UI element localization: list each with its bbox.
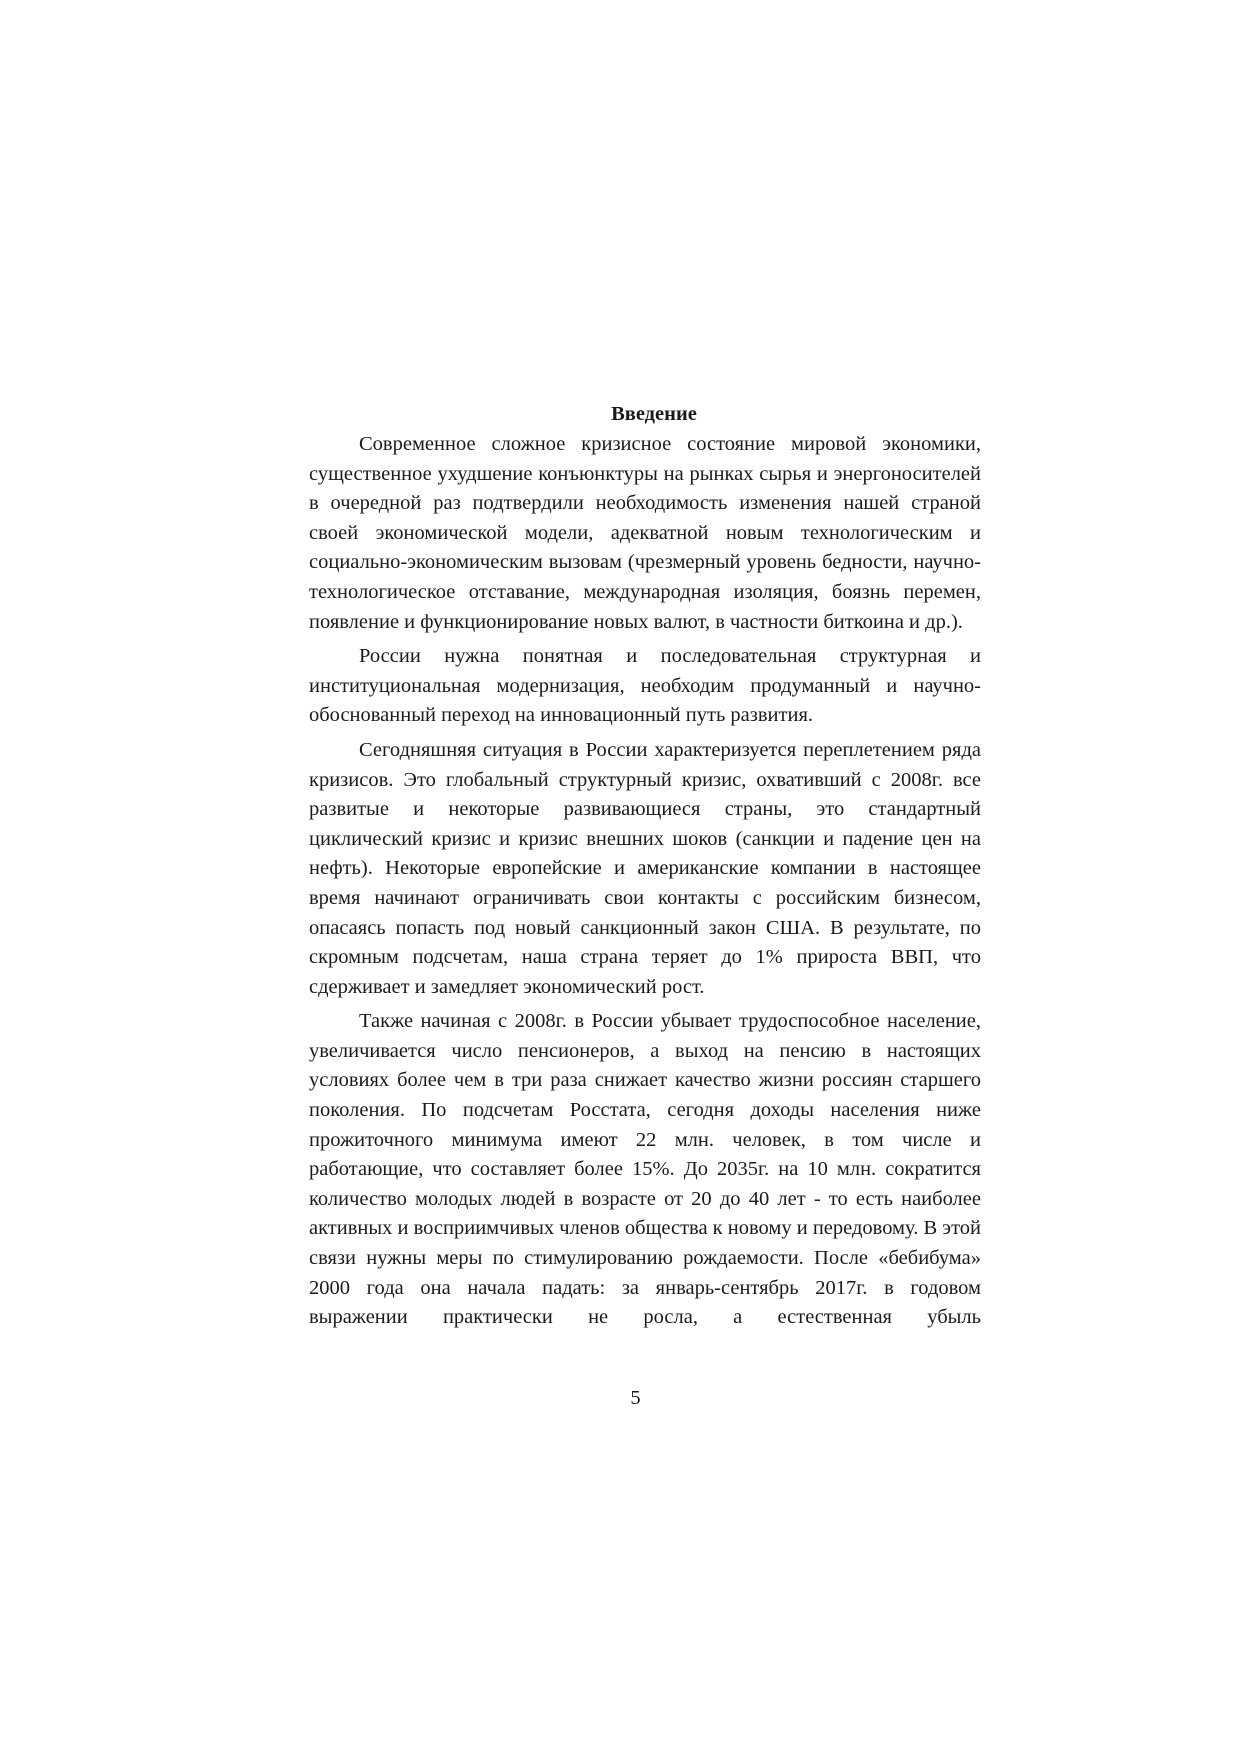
document-body	[309, 400, 981, 1338]
page-number: 5	[630, 1387, 641, 1409]
paragraph-3: Сегодняшняя ситуация в России характеризуется переплетением ряда кризисов. Это глобальный структурный кризис, охвативший с 2008г. все развитые и некоторые развивающиеся страны, это стандартный циклический кризис и кризис внешних шоков (санкции и падение цен на нефть). Некоторые европейские и американские компании в настоящее время начинают ограничивать свои контакты с российским бизнесом, опасаясь попасть под новый санкционный закон США. В результате, по скромным подсчетам, наша страна теряет до 1% прироста ВВП, что сдерживает и замедляет экономический рост.	[309, 738, 981, 998]
paragraph-2: России нужна понятная и последовательная структурная и институциональная модернизация, необходим продуманный и научно-обоснованный переход на инновационный путь развития.	[309, 645, 981, 727]
section-heading: Введение	[611, 403, 697, 425]
paragraph-4: Также начиная с 2008г. в России убывает трудоспособное население, увеличивается число пенсионеров, а выход на пенсию в настоящих условиях более чем в три раза снижает качество жизни россиян старшего поколения. По подсчетам Росстата, сегодня доходы населения ниже прожиточного минимума имеют 22 млн. человек, в том числе и работающие, что составляет более 15%. До 2035г. на 10 млн. сократится количество молодых людей в возрасте от 20 до 40 лет - то есть наиболее активных и восприимчивых членов общества к новому и передовому. В этой связи нужны меры по стимулированию рождаемости. После «бебибума» 2000 года она начала падать: за январь-сентябрь 2017г. в годовом выражении практически не росла, а естественная убыль	[309, 1010, 981, 1329]
paragraph-1: Современное сложное кризисное состояние мировой экономики, существенное ухудшение конъюнктуры на рынках сырья и энергоносителей в очередной раз подтвердили необходимость изменения нашей страной своей экономической модели, адекватной новым технологическим и социально-экономическим вызовам (чрезмерный уровень бедности, научно-технологическое отставание, международная изоляция, боязнь перемен, появление и функционирование новых валют, в частности биткоина и др.).	[309, 433, 981, 633]
